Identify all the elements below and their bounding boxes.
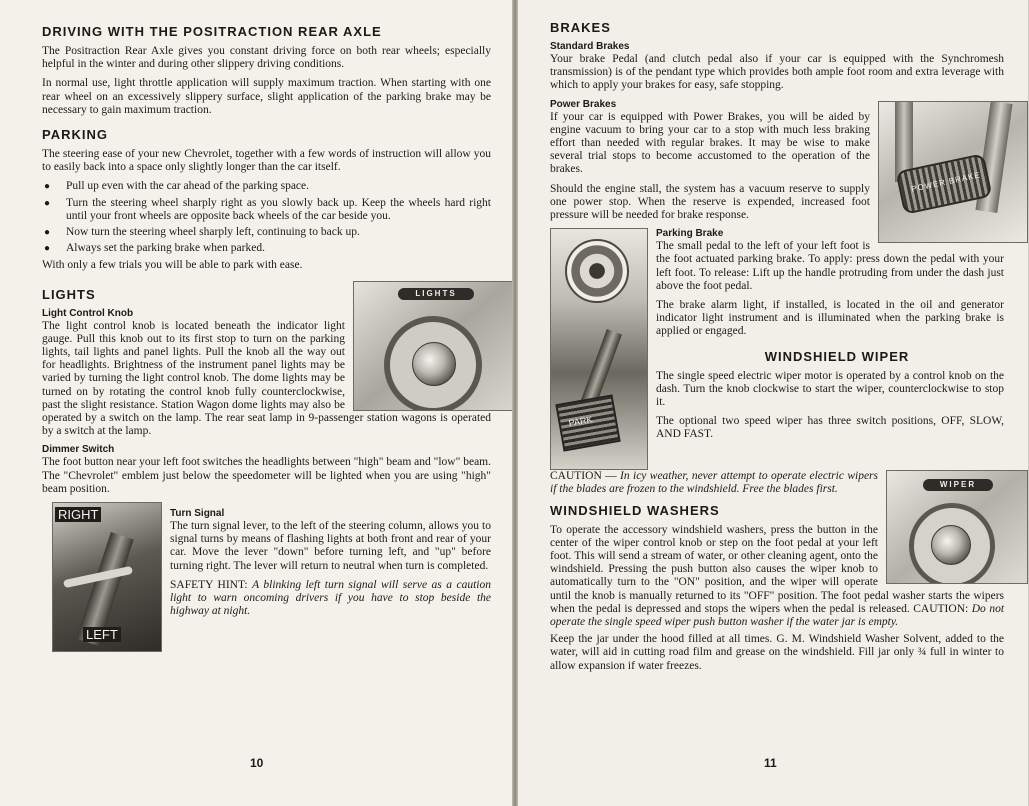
wiper-body: The single speed electric wiper motor is operated by a control knob on the dash. Turn the knob clockwise to start the wiper, counterclockwise to stop it. (656, 369, 1004, 409)
wiper-caution-text: In icy weather, never attempt to operate electric wipers if the blades are frozen to the windshield. Free the blades first. (550, 470, 879, 496)
lights-heading: LIGHTS (42, 286, 96, 302)
parking-brake-body: The small pedal to the left of your left foot is the foot actuated parking brake. To apply: press down the pedal with your left foot. To release: Lift up the handle protruding from under the dash just above the foot pedal. (656, 240, 1004, 292)
washers-body-text: To operate the accessory windshield washers, press the button in the center of the wiper control knob or step on the foot pedal at your left foot. This will send a stream of water, or other cleaning agent, onto the windshield. Pressing the push button also causes the wiper knob to automatically turn to the "ON" position, and the wiper will operate until the knob is manually returned to its "OFF" position. The foot pedal washer starts the wipers when the pedal is depressed and stops the wipers when the pedal is released. CAUTION: (550, 523, 1004, 615)
wiper-photo (886, 470, 1028, 584)
page-number-left: 10 (250, 756, 264, 770)
lights-plate: LIGHTS (398, 288, 474, 300)
positraction-heading: DRIVING WITH THE POSITRACTION REAR AXLE (42, 24, 382, 39)
pedal-label: POWER BRAKE (910, 169, 982, 194)
right-page (514, 0, 1028, 806)
book-gutter (512, 0, 518, 806)
parking-brake-photo (550, 228, 648, 470)
light-control-subheading: Light Control Knob (42, 307, 134, 319)
turn-signal-body: The turn signal lever, to the left of the steering column, allows you to signal turns by means of flashing lights at both front and rear of your car. Move the lever "down" before turning left, and "up" before turning right. The lever will return to neutral when turn is completed. (170, 520, 491, 572)
parking-brake-body-2: The brake alarm light, if installed, is located in the oil and generator indicator light instrument and is illuminated when the parking brake is applied or engaged. (656, 299, 1004, 338)
signal-left-label: LEFT (83, 627, 121, 642)
light-knob-icon (412, 342, 456, 386)
washers-italic-note: Do not operate the single speed wiper push button washer if the water jar is empty. (550, 602, 1005, 629)
standard-brakes-subheading: Standard Brakes (550, 41, 630, 52)
wiper-caution-label: CAUTION — (550, 470, 617, 483)
brake-gauge-icon (565, 239, 629, 303)
parking-step: ● Always set the parking brake when parked. (42, 242, 491, 255)
washers-body-2: Keep the jar under the hood filled at all times. G. M. Windshield Washer Solvent, added to the water, will aid in cutting road film and grease on the windshield. Fill jar only ¾ full in winter to allow expansion if water freezes. (550, 633, 1004, 672)
light-control-body: The light control knob is located beneath the indicator light gauge. Pull this knob out to its first stop to turn on the parking lights, tail lights and panel lights. Pull the knob all the way out for headlights. Brightness of the instrument panel lights may be varied by turning the light control knob. The dome lights may be turned on by rotating the control knob fully counterclockwise, past the slight resistance. Station Wagon dome lights may also be operated by a switch on the lamp. The rear seat lamp in 9-passenger station wagons is operated by a switch at the lamp. (42, 319, 491, 438)
washers-heading: WINDSHIELD WASHERS (550, 502, 720, 518)
wiper-plate: WIPER (923, 479, 993, 491)
turn-signal-subheading: Turn Signal (170, 508, 225, 520)
left-page (0, 0, 514, 806)
signal-right-label: RIGHT (55, 507, 101, 522)
wiper-knob-icon (931, 525, 971, 565)
power-brakes-body: If your car is equipped with Power Brakes, you will be aided by engine vacuum to bring your car to a stop with much less braking effort than needed with regular brakes. It may be wise to make several trial stops to become accustomed to the operation of the brakes. (550, 110, 870, 176)
safety-hint-text: A blinking left turn signal will serve as a caution light to warn oncoming drivers if you have to stop beside the highway at night. (170, 578, 491, 618)
parking-step: ● Pull up even with the car ahead of the parking space. (42, 180, 491, 193)
power-brakes-body-2: Should the engine stall, the system has a vacuum reserve to supply one power stop. When the reserve is expended, increased foot pressure will be needed for brake response. (550, 182, 870, 222)
dimmer-subheading: Dimmer Switch (42, 444, 115, 456)
park-label: PARK (567, 414, 594, 429)
lights-photo (353, 281, 513, 411)
parking-step: ● Now turn the steering wheel sharply left, continuing to back up. (42, 226, 491, 239)
parking-outro: With only a few trials you will be able to park with ease. (42, 259, 303, 272)
parking-heading: PARKING (42, 127, 108, 143)
dimmer-body: The foot button near your left foot switches the headlights between "high" beam and "low" beam. The "Chevrolet" emblem just below the speedometer will be lighted when you are using "high" beam position. (42, 456, 491, 495)
parking-intro: The steering ease of your new Chevrolet, together with a few words of instruction will allow you to easily back into a space only slightly longer than the car itself. (42, 148, 491, 174)
positraction-paragraph-2: In normal use, light throttle application will supply maximum traction. When starting with one rear wheel on an excessively slippery surface, slight application of the parking brake may be necessary to gain maximum traction. (42, 77, 491, 116)
turn-signal-photo (52, 502, 162, 652)
brakes-heading: BRAKES (550, 20, 611, 35)
parking-step: ● Turn the steering wheel sharply right as you slowly back up. Keep the wheels hard right until your front wheels are opposite back wheels of the car beside you. (42, 197, 491, 223)
standard-brakes-body: Your brake Pedal (and clutch pedal also if your car is equipped with the Synchromesh transmission) is of the pendant type which provides both ample foot room and extra leverage with which to apply your brakes for easy, safe stopping. (550, 53, 1004, 92)
wiper-heading: WINDSHIELD WIPER (764, 348, 910, 364)
parking-steps (42, 180, 491, 255)
power-brakes-subheading: Power Brakes (550, 98, 617, 110)
park-pedal-icon (555, 395, 620, 452)
page-number-right: 11 (764, 756, 777, 770)
wiper-body-2: The optional two speed wiper has three switch positions, OFF, SLOW, AND FAST. (656, 415, 1004, 441)
power-brake-photo (878, 101, 1028, 243)
positraction-paragraph-1: The Positraction Rear Axle gives you constant driving force on both rear wheels; especially helpful in the winter and during other slippery driving conditions. (42, 45, 491, 71)
safety-hint-label: SAFETY HINT: (170, 578, 248, 591)
parking-brake-subheading: Parking Brake (656, 228, 724, 240)
